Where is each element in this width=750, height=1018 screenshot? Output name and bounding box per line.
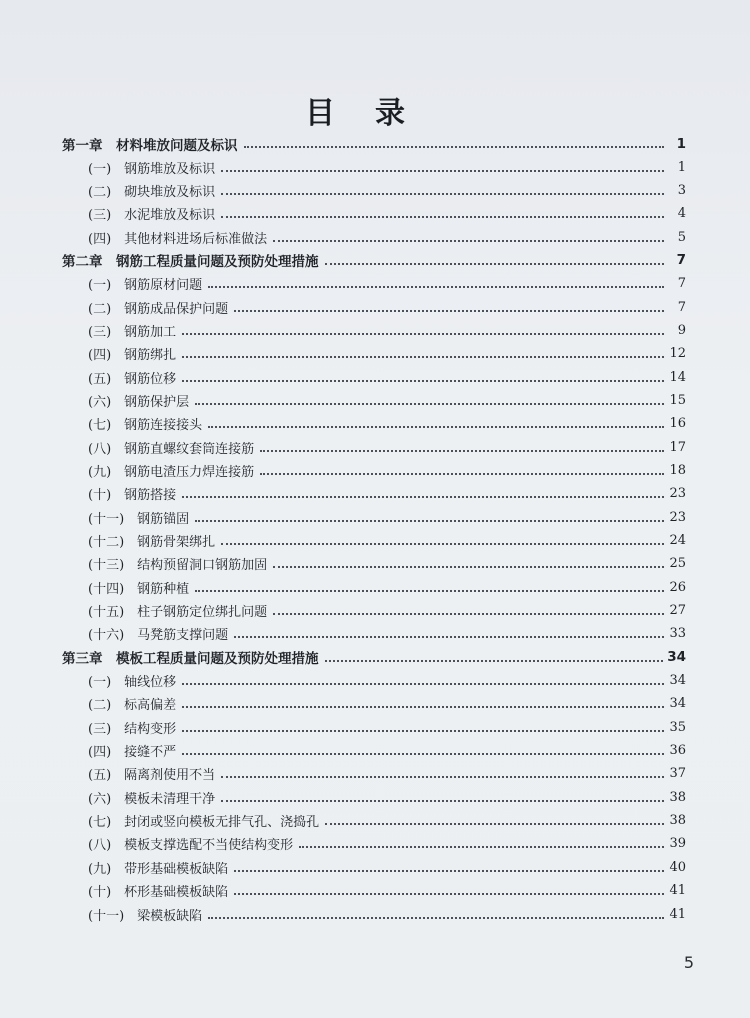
toc-section-entry (0, 225, 750, 248)
dot-leader (273, 239, 664, 242)
toc-entry-page: 41 (669, 906, 686, 922)
toc-entry-page: 18 (669, 462, 686, 478)
toc-entry-page: 25 (669, 556, 686, 572)
toc-entry-page: 9 (677, 322, 686, 338)
toc-entry-page: 41 (669, 883, 686, 899)
dot-leader (234, 635, 664, 638)
toc-entry-label: (十四) 钢筋种植 (88, 581, 190, 597)
toc-entry-page: 27 (669, 603, 686, 619)
toc-section-entry (0, 552, 750, 575)
toc-entry-page: 12 (669, 346, 686, 362)
toc-entry-label: (一) 钢筋堆放及标识 (88, 161, 216, 177)
toc-entry-page: 24 (669, 533, 686, 549)
toc-section-entry (0, 902, 750, 925)
dot-leader (221, 799, 664, 802)
toc-entry-label: (四) 钢筋绑扎 (88, 348, 177, 364)
dot-leader (234, 892, 664, 895)
toc-entry-label: (七) 钢筋连接接头 (88, 418, 203, 434)
toc-entry-label: (八) 钢筋直螺纹套筒连接筋 (88, 441, 255, 457)
toc-section-entry (0, 389, 750, 412)
dot-leader (182, 705, 664, 708)
toc-section-entry (0, 272, 750, 295)
dot-leader (273, 612, 664, 615)
dot-leader (234, 309, 664, 312)
toc-section-entry (0, 529, 750, 552)
dot-leader (195, 519, 664, 522)
toc-section-entry (0, 622, 750, 645)
toc-section-entry (0, 342, 750, 365)
toc-section-entry (0, 762, 750, 785)
toc-entry-page: 37 (669, 766, 686, 782)
dot-leader (208, 425, 664, 428)
toc-entry-page: 7 (676, 252, 686, 269)
toc-section-entry (0, 786, 750, 809)
dot-leader (325, 822, 664, 825)
toc-entry-page: 3 (677, 182, 686, 198)
toc-entry-page: 16 (669, 416, 686, 432)
toc-section-entry (0, 482, 750, 505)
toc-entry-label: 第一章 材料堆放问题及标识 (62, 137, 238, 154)
toc-entry-label: 第二章 钢筋工程质量问题及预防处理措施 (62, 254, 319, 271)
toc-entry-page: 38 (669, 789, 686, 805)
toc-entry-label: (三) 结构变形 (88, 721, 177, 737)
toc-entry-label: 第三章 模板工程质量问题及预防处理措施 (62, 651, 319, 668)
toc-section-entry (0, 319, 750, 342)
toc-entry-label: (十三) 结构预留洞口钢筋加固 (88, 558, 268, 574)
toc-entry-label: (三) 钢筋加工 (88, 324, 177, 340)
dot-leader (195, 402, 664, 405)
toc-section-entry (0, 155, 750, 178)
dot-leader (182, 752, 664, 755)
toc-entry-page: 38 (669, 813, 686, 829)
dot-leader (195, 589, 664, 592)
toc-entry-page: 39 (669, 836, 686, 852)
toc-entry-label: (六) 钢筋保护层 (88, 394, 190, 410)
dot-leader (221, 169, 664, 172)
toc-entry-page: 34 (669, 696, 686, 712)
toc-section-entry (0, 412, 750, 435)
toc-section-entry (0, 202, 750, 225)
toc-section-entry (0, 365, 750, 388)
toc-entry-label: (三) 水泥堆放及标识 (88, 208, 216, 224)
toc-entry-page: 5 (677, 229, 686, 245)
dot-leader (325, 659, 664, 662)
toc-entry-page: 4 (677, 206, 686, 222)
dot-leader (260, 472, 664, 475)
toc-entry-page: 1 (677, 159, 686, 175)
dot-leader (182, 332, 664, 335)
toc-chapter-entry (0, 132, 750, 155)
toc-entry-label: (一) 轴线位移 (88, 675, 177, 691)
toc-entry-page: 15 (669, 392, 686, 408)
toc-entry-label: (二) 标高偏差 (88, 698, 177, 714)
toc-section-entry (0, 739, 750, 762)
toc-entry-label: (一) 钢筋原材问题 (88, 278, 203, 294)
toc-entry-page: 34 (669, 673, 686, 689)
toc-section-entry (0, 669, 750, 692)
toc-entry-label: (五) 隔离剂使用不当 (88, 768, 216, 784)
page-number: 5 (683, 953, 694, 972)
toc-chapter-entry (0, 249, 750, 272)
page-title: 目录 (305, 96, 445, 132)
toc-entry-page: 23 (669, 486, 686, 502)
toc-entry-page: 7 (677, 299, 686, 315)
toc-entry-label: (八) 模板支撑选配不当使结构变形 (88, 838, 294, 854)
dot-leader (244, 145, 665, 148)
toc-entry-page: 33 (669, 626, 686, 642)
toc-entry-page: 26 (669, 579, 686, 595)
dot-leader (182, 729, 664, 732)
dot-leader (299, 845, 664, 848)
toc-entry-label: (十二) 钢筋骨架绑扎 (88, 535, 216, 551)
toc-chapter-entry (0, 646, 750, 669)
toc-section-entry (0, 506, 750, 529)
dot-leader (182, 355, 664, 358)
toc-entry-label: (二) 钢筋成品保护问题 (88, 301, 229, 317)
dot-leader (182, 495, 664, 498)
toc-section-entry (0, 692, 750, 715)
toc-entry-label: (六) 模板未清理干净 (88, 791, 216, 807)
toc-entry-label: (十一) 钢筋锚固 (88, 511, 190, 527)
toc-section-entry (0, 879, 750, 902)
toc-section-entry (0, 832, 750, 855)
toc-entry-label: (十一) 梁模板缺陷 (88, 908, 203, 924)
dot-leader (234, 869, 664, 872)
toc-entry-page: 17 (669, 439, 686, 455)
toc-section-entry (0, 179, 750, 202)
toc-section-entry (0, 459, 750, 482)
toc-entry-label: (九) 钢筋电渣压力焊连接筋 (88, 464, 255, 480)
toc-entry-page: 35 (669, 719, 686, 735)
dot-leader (273, 565, 664, 568)
toc-section-entry (0, 809, 750, 832)
toc-entry-page: 23 (669, 509, 686, 525)
toc-section-entry (0, 599, 750, 622)
dot-leader (221, 192, 664, 195)
dot-leader (221, 215, 664, 218)
dot-leader (221, 542, 664, 545)
toc-entry-page: 36 (669, 743, 686, 759)
toc-entry-label: (十五) 柱子钢筋定位绑扎问题 (88, 605, 268, 621)
dot-leader (260, 449, 664, 452)
toc-entry-label: (四) 其他材料进场后标准做法 (88, 231, 268, 247)
toc-entry-label: (五) 钢筋位移 (88, 371, 177, 387)
dot-leader (325, 262, 665, 265)
toc-section-entry (0, 576, 750, 599)
table-of-contents (0, 132, 750, 926)
toc-entry-page: 14 (669, 369, 686, 385)
toc-section-entry (0, 435, 750, 458)
toc-section-entry (0, 856, 750, 879)
toc-entry-label: (十) 钢筋搭接 (88, 488, 177, 504)
toc-entry-page: 7 (677, 276, 686, 292)
toc-entry-label: (二) 砌块堆放及标识 (88, 184, 216, 200)
toc-entry-page: 34 (667, 649, 686, 666)
dot-leader (208, 285, 664, 288)
toc-section-entry (0, 295, 750, 318)
toc-entry-label: (四) 接缝不严 (88, 745, 177, 761)
toc-entry-label: (十) 杯形基础模板缺陷 (88, 885, 229, 901)
dot-leader (208, 916, 664, 919)
toc-entry-label: (九) 带形基础模板缺陷 (88, 861, 229, 877)
toc-entry-page: 1 (676, 135, 686, 152)
toc-section-entry (0, 716, 750, 739)
toc-entry-page: 40 (669, 859, 686, 875)
toc-entry-label: (十六) 马凳筋支撑问题 (88, 628, 229, 644)
dot-leader (182, 379, 664, 382)
toc-entry-label: (七) 封闭或竖向模板无排气孔、浇捣孔 (88, 815, 320, 831)
dot-leader (182, 682, 664, 685)
dot-leader (221, 775, 664, 778)
